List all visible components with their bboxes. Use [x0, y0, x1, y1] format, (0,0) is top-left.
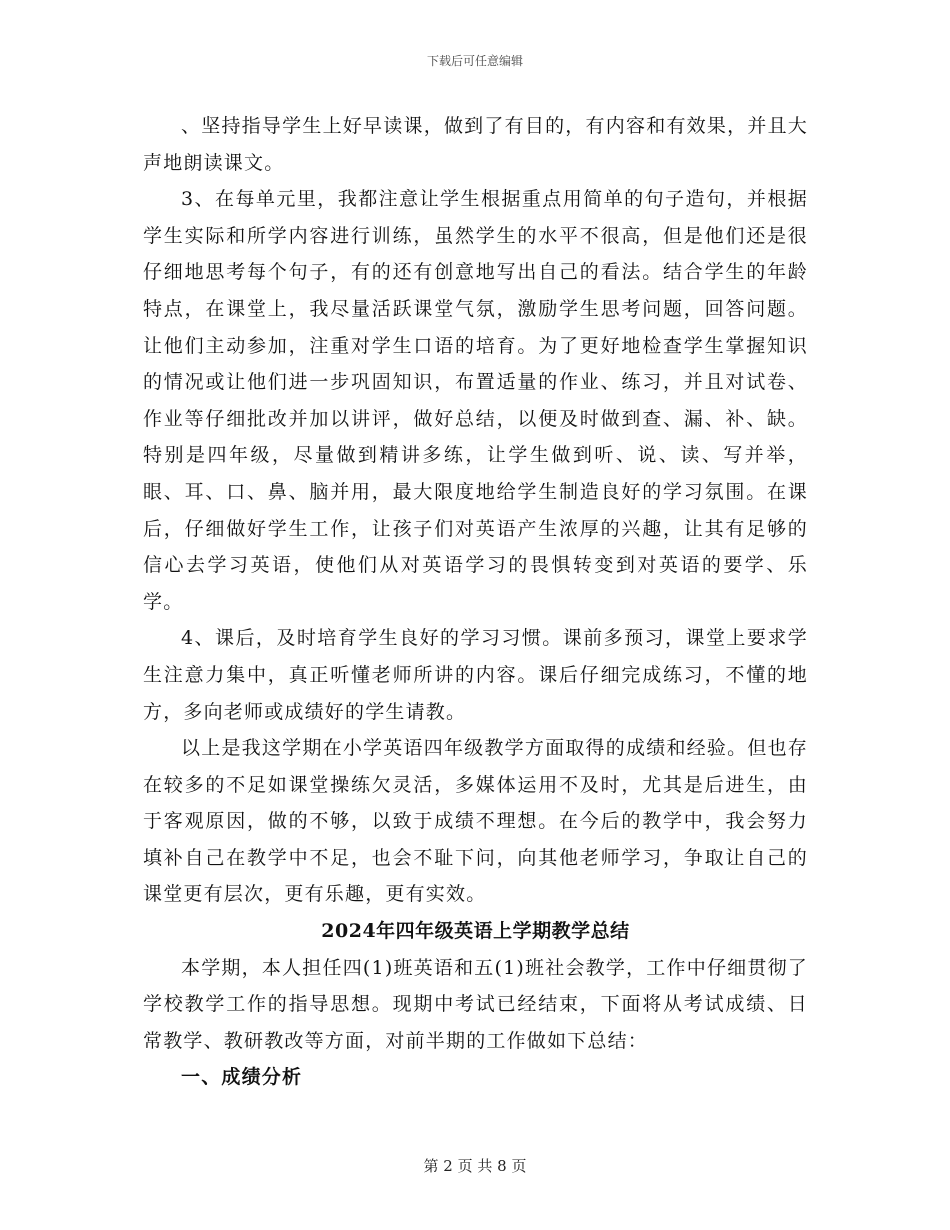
page-number: 第 2 页 共 8 页 [423, 1157, 527, 1175]
paragraph-morning-reading: 、坚持指导学生上好早读课，做到了有目的，有内容和有效果，并且大声地朗读课文。 [143, 115, 808, 174]
paragraph-unit-training: 3、在每单元里，我都注意让学生根据重点用简单的句子造句，并根据学生实际和所学内容进行训练，虽然学生的水平不很高，但是他们还是很仔细地思考每个句子，有的还有创意地写出自己的看法。结合学生的年龄特点，在课堂上，我尽量活跃课堂气氛，激励学生思考问题，回答问题。让他们主动参加，注重对学生口语的培育。为了更好地检查学生掌握知识的情况或让他们进一步巩固知识，布置适量的作业、练习，并且对试卷、作业等仔细批改并加以讲评，做好总结，以便及时做到查、漏、补、缺。特别是四年级，尽量做到精讲多练，让学生做到听、说、读、写并举，眼、耳、口、鼻、脑并用，最大限度地给学生制造良好的学习氛围。在课后，仔细做好学生工作，让孩子们对英语产生浓厚的兴趣，让其有足够的信心去学习英语，使他们从对英语学习的畏惧转变到对英语的要学、乐学。 [143, 188, 808, 613]
paragraph-study-habits: 4、课后，及时培育学生良好的学习习惯。课前多预习，课堂上要求学生注意力集中，真正听懂老师所讲的内容。课后仔细完成练习，不懂的地方，多向老师或成绩好的学生请教。 [143, 627, 808, 723]
document-title: 2024年四年级英语上学期教学总结 [321, 920, 630, 943]
paragraph-summary: 以上是我这学期在小学英语四年级教学方面取得的成绩和经验。但也存在较多的不足如课堂操练欠灵活，多媒体运用不及时，尤其是后进生，由于客观原因，做的不够，以致于成绩不理想。在今后的教学中，我会努力填补自己在教学中不足，也会不耻下问，向其他老师学习，争取让自己的课堂更有层次，更有乐趣，更有实效。 [143, 737, 808, 906]
page-header: 下载后可任意编辑 [426, 54, 523, 68]
paragraph-intro: 本学期，本人担任四(1)班英语和五(1)班社会教学，工作中仔细贯彻了学校教学工作的指导思想。现期中考试已经结束，下面将从考试成绩、日常教学、教研教改等方面，对前半期的工作做如下总结： [143, 956, 808, 1052]
document-body [143, 108, 808, 1096]
section-heading: 一、成绩分析 [181, 1066, 303, 1089]
